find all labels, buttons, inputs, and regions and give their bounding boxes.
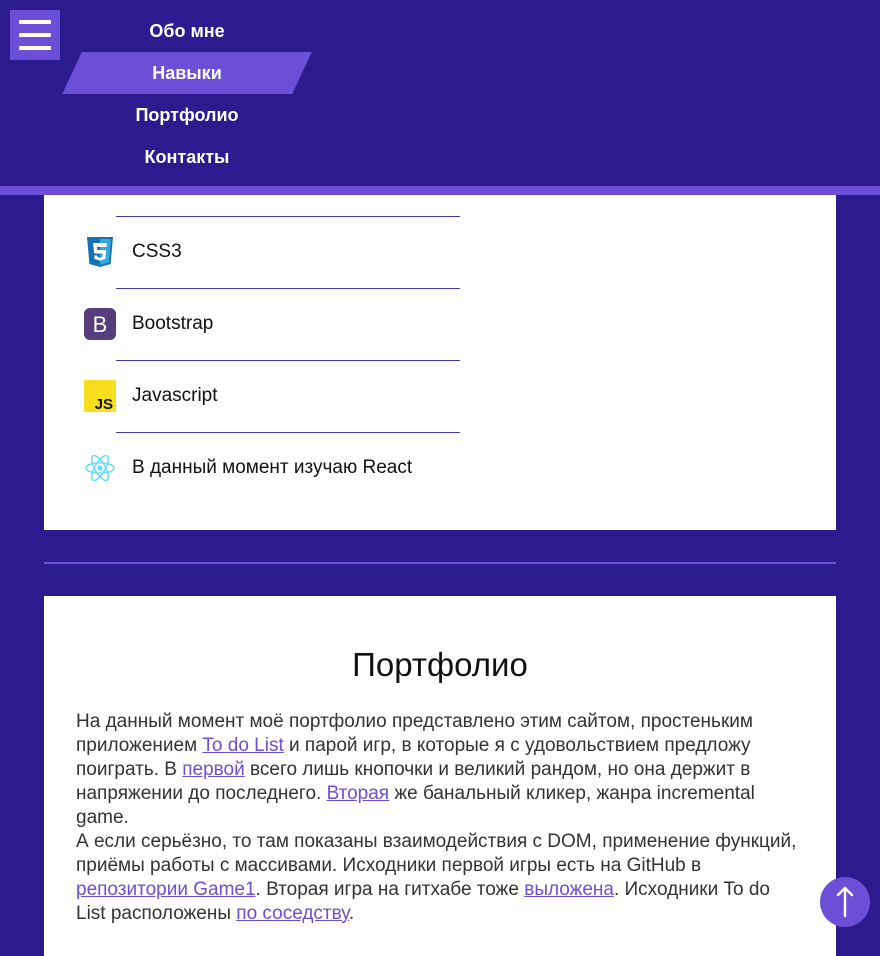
nav-item-about[interactable]: Обо мне <box>149 21 225 41</box>
portfolio-title: Портфолио <box>352 646 528 683</box>
second-game-link[interactable]: Вторая <box>326 783 390 804</box>
nav-item-skills[interactable]: Навыки <box>72 52 302 94</box>
text-segment: На данный момент моё портфолио представлено этим сайтом, простеньким приложением <box>76 711 753 756</box>
text-segment: всего лишь кнопочки и великий рандом, но она держит в напряжении до последнего. <box>76 759 751 804</box>
svg-text:JS: JS <box>94 396 113 412</box>
repo-link[interactable]: репозитории Game1 <box>76 879 256 900</box>
text-segment: А если серьёзно, то там показаны взаимодействия с DOM, применение функций, приёмы работы с массивами. Исходники первой игры есть на GitHub в <box>76 831 797 876</box>
skill-item <box>84 448 484 488</box>
site-header <box>0 0 880 186</box>
nav-item-contacts[interactable]: Контакты <box>144 147 230 167</box>
nearby-link[interactable]: по соседству <box>236 903 349 924</box>
bootstrap-icon <box>84 308 116 340</box>
todo-link[interactable]: To do List <box>202 735 284 756</box>
skill-divider <box>116 432 460 433</box>
skill-item <box>84 304 484 344</box>
react-icon <box>84 452 116 484</box>
portfolio-text <box>76 710 804 926</box>
section-divider <box>44 562 836 564</box>
text-segment: . Исходники To do List расположены <box>76 879 770 924</box>
text-segment: же банальный кликер, жанра incremental game. <box>76 783 755 828</box>
css3-icon <box>84 236 116 268</box>
text-segment: и парой игр, в которые я с удовольствием предложу поиграть. В <box>76 735 751 780</box>
javascript-icon <box>84 380 116 412</box>
skill-divider <box>116 288 460 289</box>
text-segment: . <box>348 903 355 924</box>
skill-label: CSS3 <box>132 241 182 262</box>
skills-card <box>44 160 836 530</box>
skill-label: Javascript <box>132 385 218 406</box>
first-game-link[interactable]: первой <box>182 759 245 780</box>
arrow-up-icon <box>835 886 855 918</box>
skill-label: В данный момент изучаю React <box>132 457 413 478</box>
menu-icon[interactable] <box>10 10 60 60</box>
skill-divider <box>116 360 460 361</box>
svg-text:B: B <box>92 312 108 337</box>
skill-label: Bootstrap <box>132 313 214 334</box>
skill-item <box>84 232 484 272</box>
scroll-to-top-button[interactable] <box>820 877 870 927</box>
posted-link[interactable]: выложена <box>524 879 614 900</box>
header-divider <box>0 186 880 195</box>
text-segment: . Вторая игра на гитхабе тоже <box>255 879 525 900</box>
skill-divider <box>116 216 460 217</box>
nav-item-portfolio[interactable]: Портфолио <box>135 105 239 125</box>
skill-item <box>84 376 484 416</box>
main-nav <box>72 10 302 178</box>
portfolio-card <box>44 596 836 956</box>
